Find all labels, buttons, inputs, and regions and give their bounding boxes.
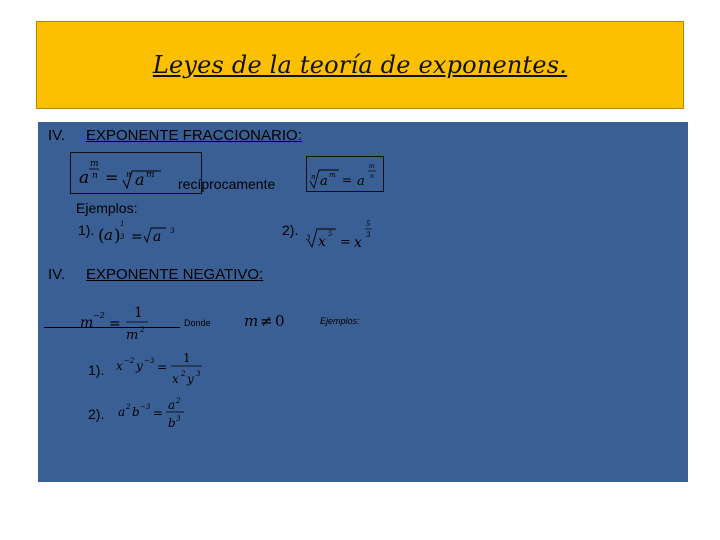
svg-text:−3: −3 — [144, 357, 155, 365]
svg-text:1: 1 — [120, 220, 125, 228]
example2-formula-negativo — [116, 394, 196, 434]
svg-text:3: 3 — [176, 415, 181, 423]
svg-text:≠: ≠ — [260, 312, 273, 330]
svg-text:m: m — [146, 170, 155, 180]
svg-text:): ) — [114, 226, 121, 246]
svg-text:x: x — [318, 234, 326, 250]
svg-text:3: 3 — [120, 233, 125, 241]
svg-text:m: m — [329, 171, 336, 179]
svg-text:a: a — [79, 168, 90, 188]
svg-text:1: 1 — [183, 351, 191, 365]
svg-text:m: m — [126, 328, 139, 342]
svg-text:3: 3 — [366, 231, 371, 239]
svg-text:b: b — [168, 416, 176, 430]
content-panel — [38, 122, 688, 482]
svg-text:=: = — [109, 316, 121, 332]
svg-text:n: n — [92, 171, 98, 181]
example1-label-negativo: 1). — [88, 362, 105, 378]
svg-text:−2: −2 — [124, 357, 135, 365]
heading-text: EXPONENTE NEGATIVO: — [86, 266, 264, 283]
svg-text:a: a — [320, 174, 328, 189]
svg-text:a: a — [168, 398, 176, 412]
svg-text:n: n — [370, 173, 374, 180]
heading-exponente-fraccionario — [48, 127, 302, 144]
svg-text:a: a — [118, 405, 126, 419]
svg-text:2: 2 — [140, 326, 145, 334]
svg-text:5: 5 — [328, 230, 333, 238]
svg-text:=: = — [131, 229, 143, 245]
svg-text:=: = — [342, 173, 353, 187]
example1-formula-negativo — [114, 348, 210, 390]
example2-label-fraccionario: 2). — [282, 222, 299, 238]
svg-text:2: 2 — [126, 403, 131, 411]
condition-m-not-zero — [242, 308, 292, 332]
svg-text:m: m — [80, 315, 94, 331]
svg-text:0: 0 — [275, 312, 285, 330]
svg-text:5: 5 — [366, 220, 371, 228]
svg-text:m: m — [369, 163, 375, 170]
svg-text:a: a — [135, 170, 145, 189]
example2-label-negativo: 2). — [88, 406, 105, 422]
formula-box-reciprocal — [306, 156, 384, 192]
svg-text:3: 3 — [196, 370, 201, 378]
svg-text:2: 2 — [181, 370, 186, 378]
slide-title: Leyes de la teoría de exponentes. — [152, 51, 568, 79]
svg-text:x: x — [172, 372, 179, 386]
examples-label-negativo: Ejemplos: — [320, 316, 360, 326]
heading-number: IV. — [48, 127, 65, 144]
heading-exponente-negativo — [48, 266, 263, 283]
reciprocal-label: recíprocamente — [178, 176, 276, 192]
svg-text:y: y — [187, 372, 194, 386]
svg-text:a: a — [357, 174, 365, 189]
svg-text:b: b — [132, 405, 140, 419]
example2-formula-fraccionario — [304, 216, 380, 252]
svg-text:=: = — [157, 360, 168, 374]
svg-text:y: y — [136, 359, 143, 373]
svg-text:a: a — [104, 226, 113, 244]
example1-label-fraccionario: 1). — [78, 222, 95, 238]
svg-text:3: 3 — [306, 234, 311, 242]
svg-text:n: n — [126, 170, 132, 179]
svg-text:x: x — [116, 359, 123, 373]
svg-text:2: 2 — [176, 397, 181, 405]
example1-formula-fraccionario — [94, 216, 184, 248]
svg-text:−3: −3 — [140, 403, 151, 411]
svg-text:m: m — [90, 159, 99, 169]
heading-text: EXPONENTE FRACCIONARIO: — [86, 127, 302, 144]
svg-text:(: ( — [98, 226, 105, 246]
title-banner — [36, 21, 684, 109]
svg-text:=: = — [340, 235, 351, 250]
svg-text:n: n — [311, 173, 316, 181]
svg-text:=: = — [105, 168, 119, 187]
svg-text:1: 1 — [134, 305, 143, 321]
heading-number: IV. — [48, 266, 65, 283]
svg-text:=: = — [153, 406, 164, 420]
svg-text:3: 3 — [170, 227, 175, 235]
svg-text:m: m — [244, 312, 259, 330]
formula-negative-exponent — [78, 300, 158, 342]
svg-text:−2: −2 — [93, 311, 105, 320]
donde-label: Donde — [184, 318, 211, 328]
svg-text:x: x — [354, 235, 362, 251]
formula-reciprocal — [307, 157, 383, 191]
svg-text:a: a — [153, 229, 162, 245]
examples-label-fraccionario: Ejemplos: — [76, 200, 138, 216]
